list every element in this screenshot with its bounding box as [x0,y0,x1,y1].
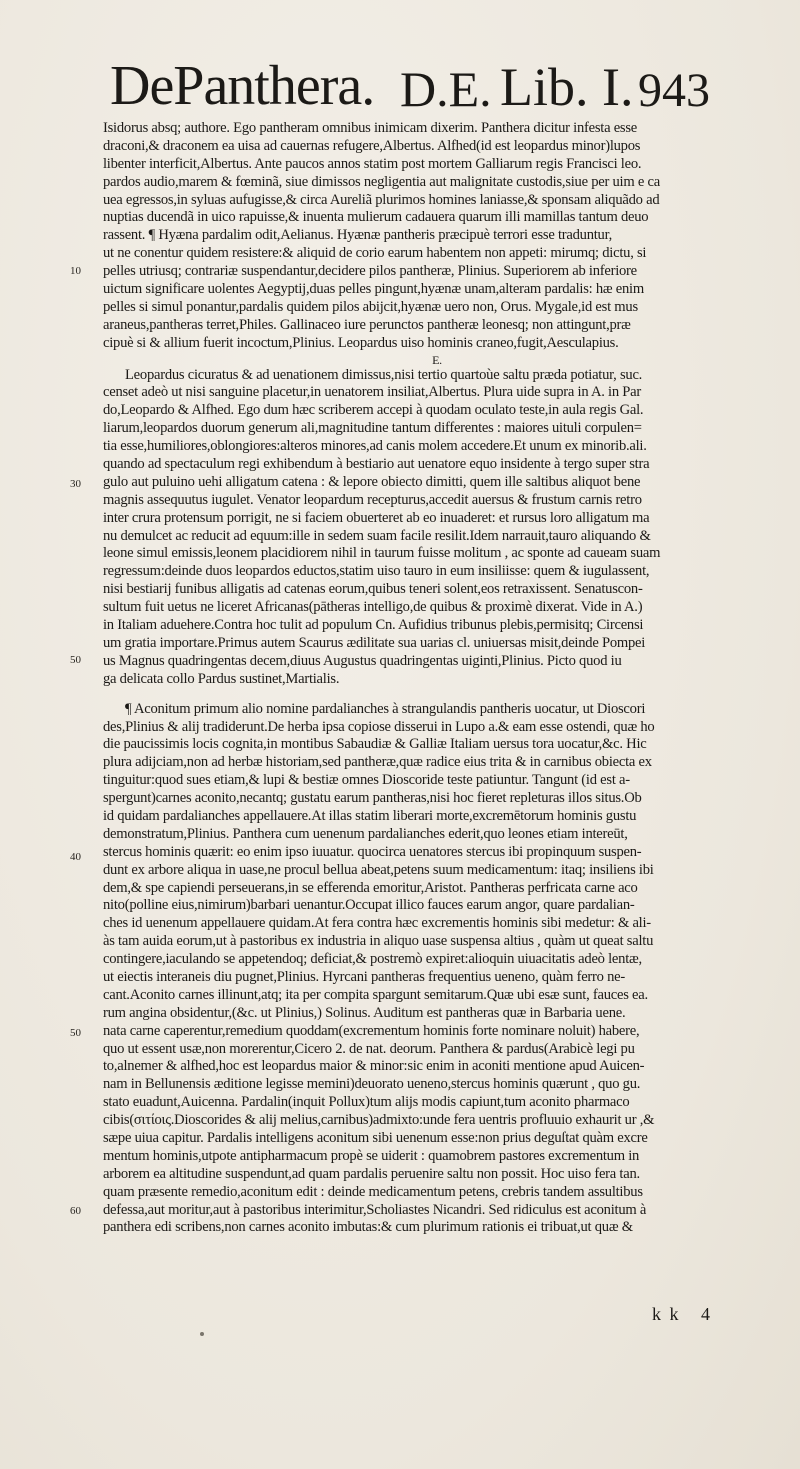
ink-speck [200,1332,204,1336]
page-number: 943 [638,64,710,117]
text-line: to,alnemer & alfhed,hoc est leopardus maior & minor:sic enim in aconiti mentione apud Auicen- [103,1058,645,1075]
text-line: nam in Bellunensis æditione legisse memini)deuorato ueneno,stercus hominis quærunt , quo gu. [103,1076,641,1093]
signature-mark: k k [652,1304,681,1324]
text-line: cibis(σιτίοις.Dioscorides & alij melius,carnibus)admixto:unde fera uentris profluuio exhaurit ur ,& [103,1112,655,1129]
text-line: ches id uenenum appellauere quidam.At fera contra hæc excrementis hominis sibi medetur: & ali- [103,915,651,932]
text-line: quam præsente remedio,aconitum edit : deinde medicamentum petens, crebris tandem assultibus [103,1183,643,1200]
text-line: nisi bestiarij funibus alligatis ad catenas eorum,quibus teneri solent,eos retraxissent. Senatuscon- [103,581,643,598]
text-line: rum angina obsidentur,(&c. ut Plinius,) Solinus. Auditum est pantheras quæ in Barbaria uene. [103,1004,626,1021]
text-line: gulo aut puluino uehi alligatum catena : & lepore obiecto dimitti, quem ille saltibus aliquot bene [103,473,641,490]
text-line: nuptias ducendã in uico rapuisse,& inuenta mulierum cadauera quarum illi mamillas tantum deuo [103,209,649,226]
text-line: nu demulcet ac reducit ad equum:ille in sedem suam facile resilit.Idem narrauit,tauro aliquando & [103,527,651,544]
text-line: dunt ex arbore aliqua in uase,ne procul bellua abeat,petens suum medicamentum: itaq; insiliens ibi [103,861,654,878]
text-line: Isidorus absq; authore. Ego pantheram omnibus inimicam dixerim. Panthera dicitur infesta esse [103,120,638,136]
text-line: quando ad spectaculum regi exhibendum à bestiario aut uenatore equo insidente à tergo super stra [103,456,650,473]
text-line: às tam auida eorum,ut à pastoribus ex industria in aliquo uase suspensa altius , quàm ut queat saltu [103,933,654,950]
margin-line-number: 50 [70,1027,81,1039]
text-line: uictum significare uolentes Aegyptij,duas pelles pingunt,hyænæ unam,alteram pardalis: hæ enim [103,281,644,298]
text-line: sultum fuit uetus ne liceret Africanas(pātheras intelligo,de quibus & proximè dixerat. Vide in A.) [103,599,643,616]
text-line: ut eiectis interaneis diu pugnet,Plinius. Hyrcani pantheras frequentius ueneno, quàm ferro ne- [103,968,625,985]
text-line: magnis assequutus iugulet. Venator leopardum recepturus,accedit auersus & frustum carnis retro [103,491,642,508]
text-line: plura adijciam,non ad herbæ historiam,sed pantheræ,quæ radice eius trita & in carnibus obiecta ex [103,754,652,771]
running-title: DePanthera. [110,55,375,117]
footer [652,1304,712,1325]
text-line: cipuè si & allium fuerit incoctum,Plinius. Leopardus uiso hominis craneo,fugit,Aesculapius. [103,334,619,351]
section-letter: E. [432,352,442,367]
text-line: in Italiam aduehere.Contra hoc tulit ad populum Cn. Aufidius tribunus plebis,permisitq; Circensi [103,617,644,634]
text-line: stercus hominis quærit: eo enim ipso iuuatur. quocirca uenatores stercus ibi propinquum suspen- [103,843,642,860]
margin-line-number: 50 [70,654,81,666]
text-line: contingere,iaculando se appetendoq; deficiat,& postremò expiret:alioquin uiuacitatis adeò lentæ, [103,951,642,968]
text-line: demonstratum,Plinius. Panthera cum uenenum pardalianches ederit,quo leones etiam intereūt, [103,825,628,842]
text-line: pelles si simul ponantur,pardalis quidem pilos abijcit,hyænæ uero non, Orus. Mygale,id est mus [103,298,638,315]
text-line: stato euadunt,Auicenna. Pardalin(inquit Pollux)tum alijs modis capiunt,tum aconito pharmaco [103,1094,630,1111]
text-line: libenter interficit,Albertus. Ante paucos annos statim post mortem Galliarum regis Francisci leo. [103,155,642,172]
margin-line-number: 40 [70,851,81,863]
text-line: dem,& spe capiendi perseuerans,in se efferenda emoritur,Aristot. Pantheras perfricata carne aco [103,879,638,896]
text-line: us Magnus quadringentas decem,diuus Augustus quadringentas uiginti,Plinius. Picto quod iu [103,652,622,669]
paragraph-gap [103,689,771,701]
text-line: arborem ea altitudine suspendunt,ad quam pardalis peruenire saltu non possit. Hoc uiso fera tan. [103,1165,640,1182]
paragraph [103,120,771,353]
running-author: D.E. [400,61,492,117]
text-line: uea egressos,in syluas aufugisse,& circa Aureliã plurimos homines laniasse,& sponsam aliquãdo ad [103,191,660,208]
text-line: do,Leopardo & Alfhed. Ego dum hæc scriberem accepi à quodam oculato teste,in aula regis Gal. [103,402,644,419]
text-line: panthera edi scribens,non carnes aconito imbutas:& cum plurimum rationis ei tribuat,ut quæ & [103,1219,633,1236]
text-line: Leopardus cicuratus & ad uenationem dimissus,nisi tertio quartoùe saltu præda potiatur, suc. [125,366,643,383]
text-line: quo ut essent usæ,non morerentur,Cicero 2. de nat. deorum. Panthera & pardus(Arabicè legi pu [103,1040,635,1057]
text-line: tinguitur:quod sues etiam,& lupi & bestiæ omnes Dioscoride teste patiuntur. Tangunt (id est a- [103,772,630,789]
text-line: id quidam pardalianches appellauere.At illas statim liberari morte,excremētorum hominis gustu [103,807,637,824]
text-line: ¶ Aconitum primum alio nomine pardalianches à strangulandis pantheris uocatur, ut Dioscori [125,700,646,717]
leaf-number: 4 [701,1304,712,1324]
text-line: tia esse,humiliores,oblongiores:alteros minores,ad canis molem accedere.Et unum ex minorib.ali. [103,438,647,455]
text-line: leone simul emissis,leonem placidiorem nihil in taurum fuisse molitum , ac sponte ad caueam suam [103,545,661,562]
text-line: censet adeò ut nisi sanguine placetur,in uenatorem insiliat,Albertus. Plura uide supra in A. in Par [103,384,642,401]
text-line: defessa,aut moritur,aut à pastoribus interimitur,Scholiastes Nicandri. Sed ridiculus est aconitum à [103,1201,647,1218]
text-line: liarum,leopardos duorum generum ali,magnitudine tantum differentes : maiores uituli corpulen= [103,420,642,437]
text-line: nata carne caperentur,remedium quoddam(excrementum hominis forte nominare noluit) habere, [103,1022,640,1039]
text-line: die paucissimis locis cognita,in montibus Sabaudiæ & Galliæ Italiam uersus tora uocatur,&c. Hic [103,736,647,753]
text-line: pelles utriusq; contrariæ suspendantur,decidere pilos pantheræ, Plinius. Superiorem ab inferiore [103,263,637,280]
paragraph [103,701,771,1238]
text-line: pardos audio,marem & fœminã, siue dimissos negligentia aut malignitate custodis,siue per uim e ca [103,173,660,190]
text-line: mentum hominis,utpote antipharmacum propè se uiderit : quamobrem pastores excrementum in [103,1147,640,1164]
text-line: ga delicata collo Pardus sustinet,Martialis. [103,670,340,687]
text-line: cant.Aconito carnes illinunt,atq; ita per compita spargunt semitarum.Quæ ubi esæ sunt, fauces ea. [103,986,648,1003]
text-line: des,Plinius & alij tradiderunt.De herba ipsa copiose disserui in Lupo a.& eam esse ostendi, quæ ho [103,718,655,735]
text-line: ut ne conentur quidem resistere:& aliquid de corio earum habentem non appeti: mirumq; dictu, si [103,245,647,262]
running-header [110,48,760,118]
text-line: spergunt)carnes aconito,necantq; gustatu earum pantheras,nisi hoc fieret repleturas illos situs.Ob [103,790,642,807]
text-line: inter crura protensum porrigit, ne si faciem obuerteret ab eo inuaderet: et rursus loro alligatum ma [103,509,650,526]
margin-line-number: 30 [70,478,81,490]
text-line: sæpe uiua capitur. Pardalis intelligens aconitum sibi uenenum esse:non prius deguſtat quàm excre [103,1129,648,1146]
text-line: nito(polline eius,nimirum)barbari uenantur.Occupat illico fauces earum angor, quare pardalian- [103,897,635,914]
paragraph [103,367,771,689]
body-text [103,120,771,1237]
text-line: regressum:deinde duos leopardos eductos,statim uiso tauro in eum insiliisse: quem & iugulassent, [103,563,650,580]
margin-line-number: 10 [70,265,81,277]
text-line: araneus,pantheras terret,Philes. Gallinaceo iure perunctos pantheræ leonesq; non attingunt,præ [103,316,631,333]
text-line: rassent. ¶ Hyæna pardalim odit,Aelianus. Hyænæ pantheris præcipuè terrori esse traduntur, [103,227,613,244]
margin-line-number: 60 [70,1205,81,1217]
text-line: draconi,& draconem ea uisa ad cauernas refugere,Albertus. Alfhed(id est leopardus minor)lupos [103,137,641,154]
text-line: um gratia importare.Primus autem Scaurus ædilitate sua uarias cl. uniuersas misit,deinde Pompei [103,634,646,651]
running-book: Lib. I. [500,57,634,117]
